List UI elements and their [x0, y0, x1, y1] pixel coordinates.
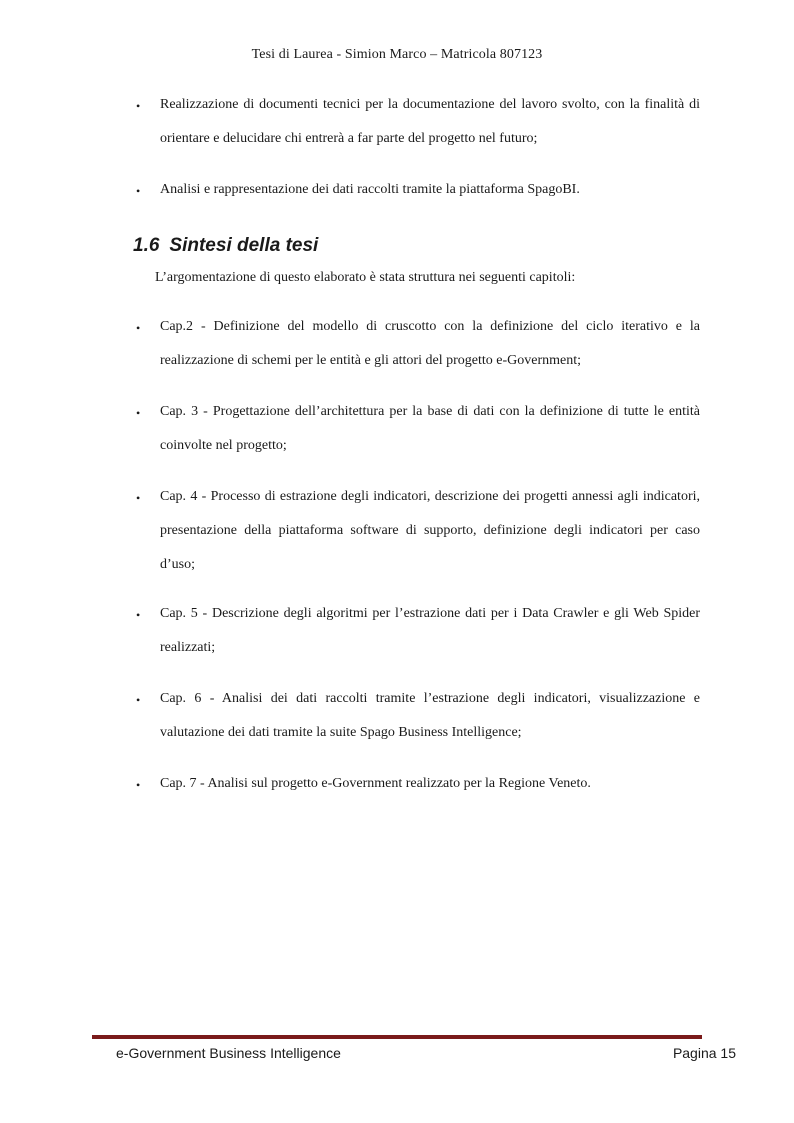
list-item — [136, 775, 700, 801]
list-item-text: Realizzazione di documenti tecnici per la documentazione del lavoro svolto, con la finalità di orientare e delucidare chi entrerà a far parte del progetto nel futuro; — [160, 97, 700, 146]
list-item — [136, 488, 700, 582]
list-item-text: Analisi e rappresentazione dei dati raccolti tramite la piattaforma SpagoBI. — [160, 182, 580, 197]
list-item-text: Cap. 4 - Processo di estrazione degli indicatori, descrizione dei progetti annessi agli indicatori, presentazione della piattaforma software di supporto, definizione degli indicatori per caso d’uso; — [160, 489, 700, 572]
list-item-text: Cap.2 - Definizione del modello di cruscotto con la definizione del ciclo iterativo e la realizzazione di schemi per le entità e gli attori del progetto e-Government; — [160, 319, 700, 368]
list-item — [136, 690, 700, 750]
list-item — [136, 318, 700, 378]
bullet-icon: • — [136, 491, 141, 505]
section-number: 1.6 — [133, 235, 160, 256]
footer-divider — [92, 1035, 702, 1039]
bullet-icon: • — [136, 693, 141, 707]
list-item — [136, 403, 700, 463]
bullet-icon: • — [136, 184, 141, 198]
page-header: Tesi di Laurea - Simion Marco – Matricola 807123 — [251, 47, 543, 62]
bullet-icon: • — [136, 778, 141, 792]
list-item — [136, 96, 700, 156]
list-item-text: Cap. 6 - Analisi dei dati raccolti tramite l’estrazione degli indicatori, visualizzazione e valutazione dei dati tramite la suite Spago Business Intelligence; — [160, 691, 700, 740]
footer-title: e-Government Business Intelligence — [116, 1045, 341, 1061]
list-item — [136, 181, 700, 207]
list-item-text: Cap. 3 - Progettazione dell’architettura per la base di dati con la definizione di tutte le entità coinvolte nel progetto; — [160, 404, 700, 453]
page-number: Pagina 15 — [672, 1045, 736, 1061]
section-heading — [133, 234, 318, 258]
bullet-icon: • — [136, 608, 141, 622]
bullet-icon: • — [136, 99, 141, 113]
section-intro: L’argomentazione di questo elaborato è stata struttura nei seguenti capitoli: — [155, 270, 576, 285]
list-item-text: Cap. 5 - Descrizione degli algoritmi per l’estrazione dati per i Data Crawler e gli Web Spider realizzati; — [160, 606, 700, 655]
section-title: Sintesi della tesi — [169, 235, 319, 256]
bullet-icon: • — [136, 321, 141, 335]
bullet-icon: • — [136, 406, 141, 420]
list-item-text: Cap. 7 - Analisi sul progetto e-Government realizzato per la Regione Veneto. — [160, 776, 591, 791]
list-item — [136, 605, 700, 665]
